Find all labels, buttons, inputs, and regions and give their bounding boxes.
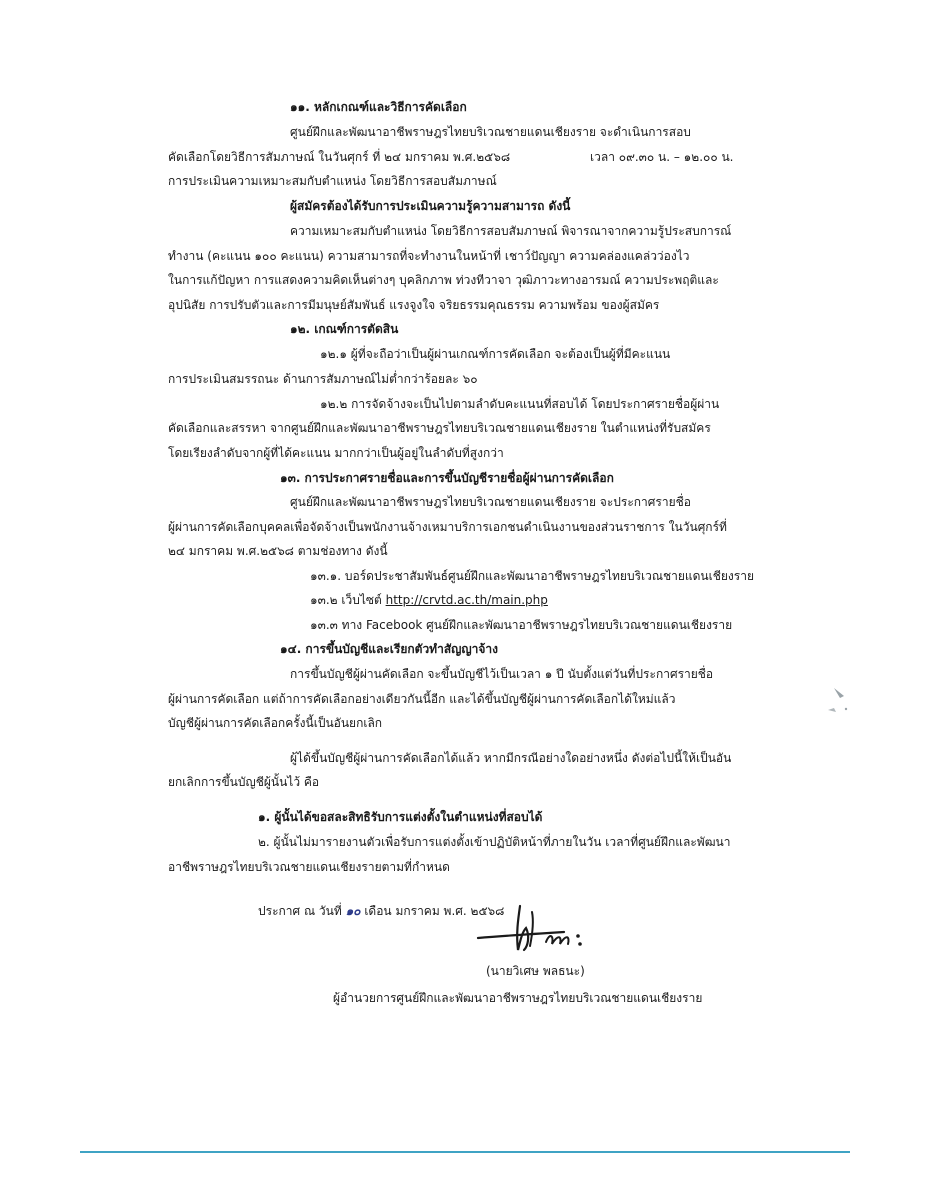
announcement-date-prefix: ประกาศ ณ วันที่ bbox=[258, 904, 346, 918]
section-12-heading: ๑๒. เกณฑ์การตัดสิน bbox=[290, 322, 399, 336]
signer-name: (นายวิเศษ พลธนะ) bbox=[486, 964, 585, 978]
section-11-p2-line1: ความเหมาะสมกับตำแหน่ง โดยวิธีการสอบสัมภาษณ์ พิจารณาจากความรู้ประสบการณ์ bbox=[290, 224, 732, 238]
section-12-p2-line1: ๑๒.๒ การจัดจ้างจะเป็นไปตามลำดับคะแนนที่สอบได้ โดยประกาศรายชื่อผู้ผ่าน bbox=[320, 397, 720, 411]
section-13-item-2 bbox=[310, 592, 548, 608]
bottom-rule bbox=[80, 1151, 850, 1153]
section-14-p1-line2: ผู้ผ่านการคัดเลือก แต่ถ้าการคัดเลือกอย่างเดียวกันนี้อีก และได้ขึ้นบัญชีผู้ผ่านการคัดเลือกได้ใหม่แล้ว bbox=[168, 692, 676, 706]
section-12-p1-line2: การประเมินสมรรถนะ ด้านการสัมภาษณ์ไม่ต่ำกว่าร้อยละ ๖๐ bbox=[168, 372, 478, 386]
section-14-condition-2-line2: อาชีพราษฎรไทยบริเวณชายแดนเชียงรายตามที่กำหนด bbox=[168, 860, 450, 874]
section-13-item-1: ๑๓.๑. บอร์ดประชาสัมพันธ์ศูนย์ฝึกและพัฒนาอาชีพราษฎรไทยบริเวณชายแดนเชียงราย bbox=[310, 569, 754, 583]
section-14-p2-line1: ผู้ได้ขึ้นบัญชีผู้ผ่านการคัดเลือกได้แล้ว หากมีกรณีอย่างใดอย่างหนึ่ง ดังต่อไปนี้ให้เป็นอัน bbox=[290, 751, 732, 765]
section-11-p1-line2b: เวลา ๐๙.๓๐ น. – ๑๒.๐๐ น. bbox=[590, 150, 734, 164]
section-14-condition-2-line1: ๒. ผู้นั้นไม่มารายงานตัวเพื่อรับการแต่งตั้งเข้าปฏิบัติหน้าที่ภายในวัน เวลาที่ศูนย์ฝึกและพัฒนา bbox=[258, 835, 731, 849]
scan-speck bbox=[826, 680, 866, 720]
section-11-p1-line2a: คัดเลือกโดยวิธีการสัมภาษณ์ ในวันศุกร์ ที่ ๒๔ มกราคม พ.ศ.๒๕๖๘ bbox=[168, 150, 511, 164]
signature-image bbox=[472, 902, 602, 957]
announcement-day-handwritten: ๑๐ bbox=[345, 904, 361, 918]
section-11-heading: ๑๑. หลักเกณฑ์และวิธีการคัดเลือก bbox=[290, 100, 467, 114]
section-11-p1-line1: ศูนย์ฝึกและพัฒนาอาชีพราษฎรไทยบริเวณชายแดนเชียงราย จะดำเนินการสอบ bbox=[290, 125, 691, 139]
signer-title: ผู้อำนวยการศูนย์ฝึกและพัฒนาอาชีพราษฎรไทยบริเวณชายแดนเชียงราย bbox=[333, 991, 703, 1005]
section-13-p1-line2: ผู้ผ่านการคัดเลือกบุคคลเพื่อจัดจ้างเป็นพนักงานจ้างเหมาบริการเอกชนดำเนินงานของส่วนราชการ ในวันศุกร์ที่ bbox=[168, 520, 727, 534]
announcement-date bbox=[258, 903, 504, 919]
section-13-p1-line3: ๒๔ มกราคม พ.ศ.๒๕๖๘ ตามช่องทาง ดังนี้ bbox=[168, 544, 388, 558]
section-14-p2-line2: ยกเลิกการขึ้นบัญชีผู้นั้นไว้ คือ bbox=[168, 775, 320, 789]
section-13-heading: ๑๓. การประกาศรายชื่อและการขึ้นบัญชีรายชื่อผู้ผ่านการคัดเลือก bbox=[280, 471, 614, 485]
section-13-item-3: ๑๓.๓ ทาง Facebook ศูนย์ฝึกและพัฒนาอาชีพราษฎรไทยบริเวณชายแดนเชียงราย bbox=[310, 618, 733, 632]
website-link[interactable]: http://crvtd.ac.th/main.php bbox=[385, 593, 548, 607]
section-11-p1-line3: การประเมินความเหมาะสมกับตำแหน่ง โดยวิธีการสอบสัมภาษณ์ bbox=[168, 174, 497, 188]
section-14-heading: ๑๔. การขึ้นบัญชีและเรียกตัวทำสัญญาจ้าง bbox=[280, 642, 498, 656]
section-14-p1-line1: การขึ้นบัญชีผู้ผ่านคัดเลือก จะขึ้นบัญชีไว้เป็นเวลา ๑ ปี นับตั้งแต่วันที่ประกาศรายชื่อ bbox=[290, 667, 714, 681]
section-11-p2-line4: อุปนิสัย การปรับตัวและการมีมนุษย์สัมพันธ์ แรงจูงใจ จริยธรรมคุณธรรม ความพร้อม ของผู้สมัคร bbox=[168, 298, 660, 312]
section-12-p2-line3: โดยเรียงลำดับจากผู้ที่ได้คะแนน มากกว่าเป็นผู้อยู่ในลำดับที่สูงกว่า bbox=[168, 446, 504, 460]
section-13-p1-line1: ศูนย์ฝึกและพัฒนาอาชีพราษฎรไทยบริเวณชายแดนเชียงราย จะประกาศรายชื่อ bbox=[290, 495, 691, 509]
section-14-condition-1: ๑. ผู้นั้นได้ขอสละสิทธิรับการแต่งตั้งในตำแหน่งที่สอบได้ bbox=[258, 810, 543, 824]
announcement-date-suffix: เดือน มกราคม พ.ศ. ๒๕๖๘ bbox=[360, 904, 505, 918]
section-13-item-2-label: ๑๓.๒ เว็บไซต์ bbox=[310, 593, 386, 607]
section-11-p2-line3: ในการแก้ปัญหา การแสดงความคิดเห็นต่างๆ บุคลิกภาพ ท่วงทีวาจา วุฒิภาวะทางอารมณ์ ความประพฤติและ bbox=[168, 273, 719, 287]
section-12-p1-line1: ๑๒.๑ ผู้ที่จะถือว่าเป็นผู้ผ่านเกณฑ์การคัดเลือก จะต้องเป็นผู้ที่มีคะแนน bbox=[320, 347, 671, 361]
section-11-subheading: ผู้สมัครต้องได้รับการประเมินความรู้ความสามารถ ดังนี้ bbox=[290, 199, 571, 213]
section-12-p2-line2: คัดเลือกและสรรหา จากศูนย์ฝึกและพัฒนาอาชีพราษฎรไทยบริเวณชายแดนเชียงราย ในตำแหน่งที่รับสมัคร bbox=[168, 421, 711, 435]
section-11-p2-line2: ทำงาน (คะแนน ๑๐๐ คะแนน) ความสามารถที่จะทำงานในหน้าที่ เชาว์ปัญญา ความคล่องแคล่วว่องไว bbox=[168, 249, 690, 263]
section-14-p1-line3: บัญชีผู้ผ่านการคัดเลือกครั้งนี้เป็นอันยกเลิก bbox=[168, 716, 383, 730]
